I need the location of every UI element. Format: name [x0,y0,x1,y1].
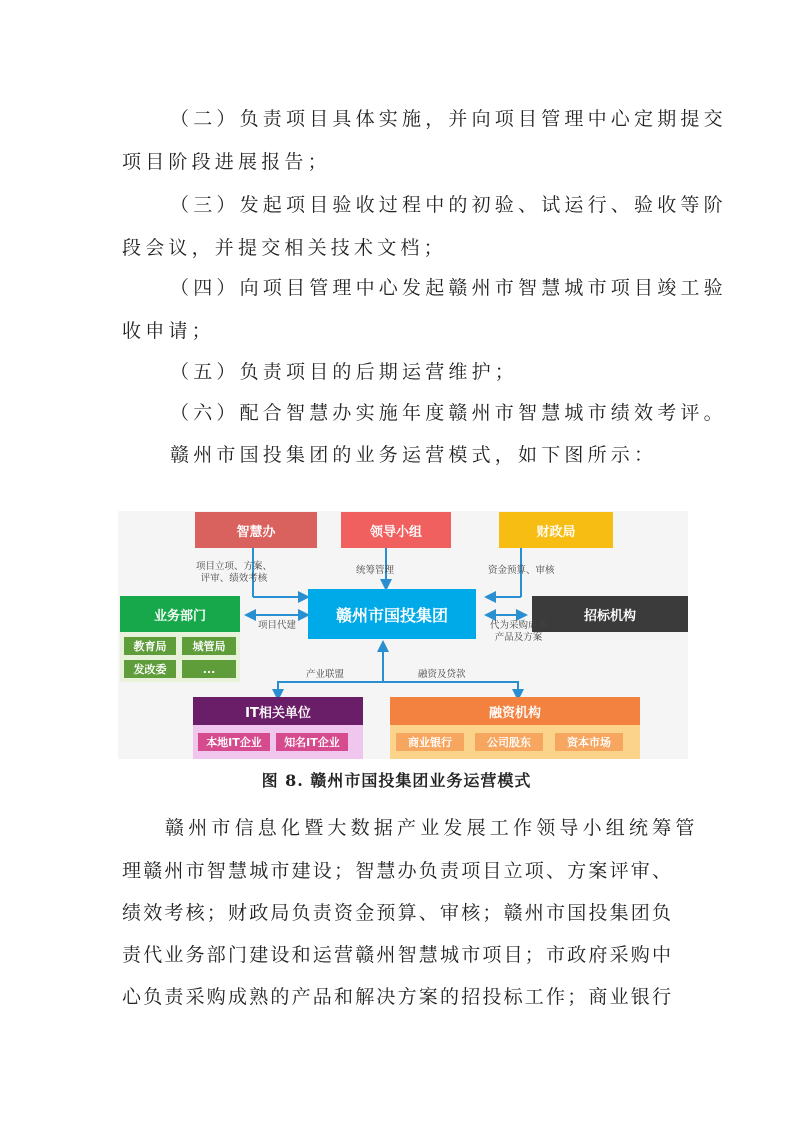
paragraph-line: 段会议，并提交相关技术文档； [122,237,447,259]
center-box [308,589,476,639]
paragraph-line: 责代业务部门建设和运营赣州智慧城市项目；市政府采购中 [122,944,674,966]
paragraph-line: 赣州市信息化暨大数据产业发展工作领导小组统筹管 [165,817,699,839]
paragraph-line: （三）发起项目验收过程中的初验、试运行、验收等阶 [170,194,727,216]
edge-label-zhihuiban [196,561,272,585]
edge-label-line: 产品及方案 [494,632,543,643]
tender-agency-box [532,596,688,632]
edge-label-line: 评审、绩效考核 [200,573,268,584]
sub-item-label: ... [202,662,216,676]
paragraph-line: 绩效考核；财政局负责资金预算、审核；赣州市国投集团负 [122,902,674,924]
paragraph-line: （五）负责项目的后期运营维护； [170,361,519,383]
edge-label-leadership: 统筹管理 [356,565,395,576]
paragraph-line: 收申请； [122,320,215,342]
it-units-box [193,697,363,725]
paragraph-line: 项目阶段进展报告； [122,151,331,173]
sub-item-label: 发改委 [133,663,167,676]
it-units-label: IT相关单位 [245,705,311,721]
zhihuiban-label: 智慧办 [236,524,276,540]
paragraph-line: 理赣州市智慧城市建设；智慧办负责项目立项、方案评审、 [122,860,674,882]
tender-agency-label: 招标机构 [583,608,636,624]
sub-item-capital-market [555,733,623,751]
paragraph-line: 赣州市国投集团的业务运营模式，如下图所示： [170,444,658,466]
sub-item-education [124,637,176,655]
sub-item-label: 教育局 [133,640,167,653]
edge-label-financing: 融资及贷款 [418,669,466,680]
sub-item-label: 城管局 [192,640,226,653]
sub-item-more [182,660,236,678]
sub-item-shareholders [475,733,543,751]
sub-item-urban [182,637,236,655]
leadership-group-label: 领导小组 [369,524,422,540]
finance-bureau-box [499,512,613,548]
leadership-group-box [341,512,451,548]
edge-label-line: 代为采购成熟 [490,620,548,631]
sub-item-label: 公司股东 [487,736,531,749]
edge-label-line: 项目立项、方案、 [196,561,273,572]
finance-bureau-label: 财政局 [536,524,576,540]
figure-caption: 图 8. 赣州市国投集团业务运营模式 [261,771,532,790]
sub-item-label: 商业银行 [408,736,452,749]
edge-label-finance: 资金预算、审核 [488,565,555,576]
zhihuiban-box [195,512,317,548]
sub-item-famous-it [276,733,348,751]
sub-item-ndrc [124,660,176,678]
sub-item-label: 资本市场 [567,736,611,749]
sub-item-label: 本地IT企业 [206,736,262,749]
paragraph-line: 心负责采购成熟的产品和解决方案的招投标工作；商业银行 [122,986,674,1008]
paragraph-line: （四）向项目管理中心发起赣州市智慧城市项目竣工验 [170,277,727,299]
paragraph-line: （六）配合智慧办实施年度赣州市智慧城市绩效考评。 [170,402,727,424]
sub-item-bank [396,733,464,751]
sub-item-label: 知名IT企业 [284,736,340,749]
financing-box [390,697,640,725]
center-label: 赣州市国投集团 [335,605,448,625]
business-dept-label: 业务部门 [153,608,206,624]
business-dept-box [120,596,240,632]
paragraph-line: （二）负责项目具体实施，并向项目管理中心定期提交 [170,108,727,130]
sub-item-local-it [198,733,270,751]
business-model-diagram [118,511,688,759]
edge-label-it: 产业联盟 [306,669,345,680]
financing-label: 融资机构 [488,705,541,721]
edge-label-tender [490,620,547,644]
edge-label-business-dept: 项目代建 [258,620,297,631]
